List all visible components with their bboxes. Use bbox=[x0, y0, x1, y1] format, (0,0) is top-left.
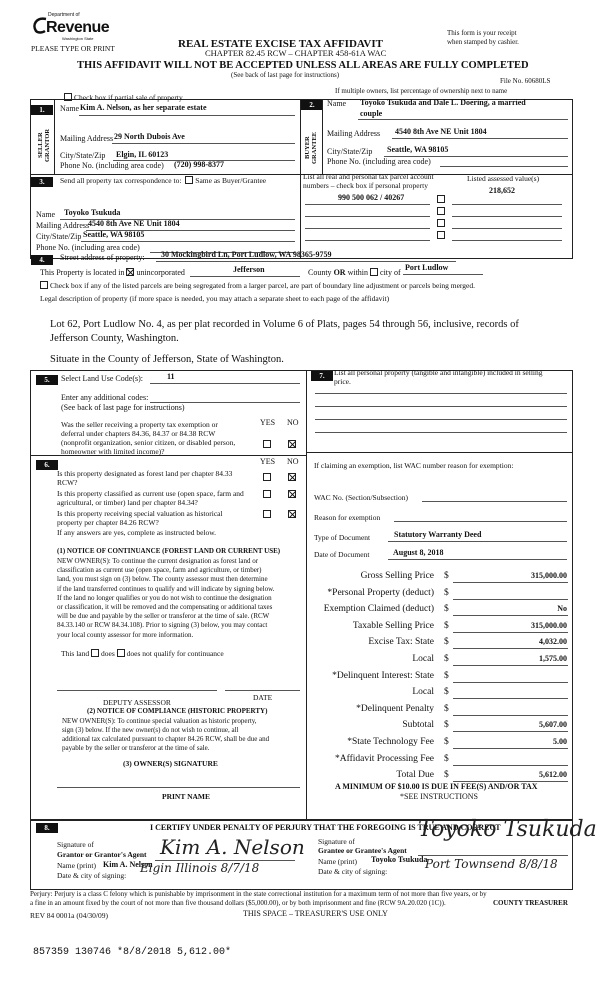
tax-row-label: Local bbox=[412, 687, 434, 698]
section-7-number: 7. bbox=[311, 371, 333, 381]
tax-row-value: 4,032.00 bbox=[539, 637, 567, 647]
tax-row-value: 1,575.00 bbox=[539, 654, 567, 663]
tax-row-value: 5,612.00 bbox=[539, 770, 567, 780]
section-3-number: 3. bbox=[31, 177, 53, 187]
corr-name: Toyoko Tsukuda bbox=[64, 208, 121, 217]
form-revision: REV 84 0001a (04/30/09) bbox=[30, 911, 108, 920]
buyer-mailing: 4540 8th Ave NE Unit 1804 bbox=[395, 127, 487, 136]
buyer-name-line2: couple bbox=[360, 109, 383, 118]
see-back: (See back of last page for instructions) bbox=[231, 71, 340, 79]
tax-row-label: *State Technology Fee bbox=[347, 737, 434, 747]
perjury-line-1 bbox=[30, 891, 487, 899]
tax-row-label: Gross Selling Price bbox=[360, 571, 434, 581]
assessed-header: Listed assessed value(s) bbox=[467, 174, 540, 183]
current-use-yes-checkbox[interactable] bbox=[263, 490, 273, 500]
county-value: Jefferson bbox=[233, 265, 265, 274]
doc-date-label: Date of Document bbox=[314, 550, 370, 559]
grantee-date-city-label: Date & city of signing: bbox=[318, 867, 388, 876]
corr-name-label: Name bbox=[36, 210, 56, 219]
seller-phone: (720) 998-8377 bbox=[174, 160, 224, 169]
s7-label-2: price. bbox=[334, 377, 351, 386]
seller-name-label: Name bbox=[60, 104, 80, 113]
section-8-number: 8. bbox=[36, 823, 58, 833]
tax-row-label: Total Due bbox=[396, 770, 434, 781]
tax-row-value: 315,000.00 bbox=[531, 620, 567, 630]
same-as-buyer-checkbox[interactable] bbox=[185, 176, 193, 184]
tax-row-currency: $ bbox=[444, 620, 449, 631]
logo-swoosh-icon bbox=[32, 17, 48, 35]
perjury-text-1: Perjury: Perjury is a class C felony which is punishable by imprisonment in the state correctional institution for a maximum term of not more than five years, or by bbox=[30, 890, 487, 898]
legal-label: Legal description of property (if more space is needed, you may attach a separate sheet to each page of the affidavit) bbox=[40, 294, 390, 303]
tax-row-value: 5,607.00 bbox=[539, 720, 567, 730]
tax-row-currency: $ bbox=[444, 587, 449, 598]
perjury-text-2: a fine in an amount fixed by the court of not more than five thousand dollars ($5,000.00), or by both imprisonment and fine (RCW 9A.20.020 (1C)). bbox=[30, 899, 446, 907]
s6-q3-a: Is this property receiving special valuation as historical bbox=[57, 509, 223, 518]
notice1-line: classification as current use (open space, farm and agriculture, or timber) bbox=[57, 566, 262, 575]
tax-row-currency: $ bbox=[444, 637, 449, 648]
receipt-note-1: This form is your receipt bbox=[447, 29, 517, 37]
notice1-line: will be due and payable by the seller or transferor at the time of sale. (RCW bbox=[57, 612, 270, 621]
form-warning: THIS AFFIDAVIT WILL NOT BE ACCEPTED UNLESS ALL AREAS ARE FULLY COMPLETED bbox=[77, 60, 529, 71]
grantee-signature: Toyoko Tsukuda bbox=[418, 817, 597, 842]
q-exempt-4: homeowner with limited income)? bbox=[61, 447, 165, 456]
file-no: File No. 60680LS bbox=[500, 77, 551, 85]
notice2-body bbox=[62, 717, 269, 753]
within-label: within bbox=[347, 268, 369, 277]
continuance-row bbox=[61, 649, 224, 658]
q-exempt-3: (nonprofit organization, senior citizen, or disabled person, bbox=[61, 438, 236, 447]
notice2-line: NEW OWNER(S): To continue special valuation as historic property, bbox=[62, 717, 257, 725]
tax-row-currency: $ bbox=[444, 770, 449, 781]
section-2-number: 2. bbox=[301, 100, 323, 110]
minimum-line-1: A MINIMUM OF $10.00 IS DUE IN FEE(S) AND/OR TAX bbox=[335, 782, 538, 791]
county-row bbox=[308, 268, 401, 278]
street-address: 30 Mockingbird Ln, Port Ludlow, WA 98365-9759 bbox=[161, 250, 332, 259]
historic-yes-checkbox[interactable] bbox=[263, 510, 273, 520]
county-label: County bbox=[308, 268, 332, 277]
buyer-side-label: BUYER GRANTEE bbox=[304, 131, 319, 164]
forest-yes-checkbox[interactable] bbox=[263, 473, 273, 483]
seller-city-label: City/State/Zip bbox=[60, 151, 106, 160]
county-treasurer: COUNTY TREASURER bbox=[493, 899, 568, 907]
s5-yes: YES bbox=[260, 418, 276, 427]
grantor-sig-of: Signature of bbox=[57, 840, 94, 849]
tax-row-currency: $ bbox=[444, 737, 449, 747]
grantor-date-city: Elgin Illinois 8/7/18 bbox=[140, 861, 260, 875]
assessed-value: 218,652 bbox=[489, 186, 515, 195]
city-value: Port Ludlow bbox=[405, 263, 449, 272]
city-of-label: city of bbox=[380, 268, 401, 277]
logo-word: Revenue bbox=[46, 19, 110, 36]
tax-row-currency: $ bbox=[444, 654, 449, 664]
tax-row-currency: $ bbox=[444, 720, 449, 731]
notice2-line: additional tax calculated pursuant to chapter 84.26 RCW, shall be due and bbox=[62, 735, 270, 743]
doc-type-label: Type of Document bbox=[314, 533, 371, 542]
tax-row-label: *Delinquent Interest: State bbox=[332, 670, 434, 681]
tax-row-currency: $ bbox=[444, 571, 449, 581]
land-use-code: 11 bbox=[167, 372, 175, 381]
corr-phone-label: Phone No. (including area code) bbox=[36, 243, 140, 252]
notice1-line: 84.33.140 or RCW 84.34.108). Prior to signing (3) below, you may contact bbox=[57, 621, 268, 630]
unincorporated-label: unincorporated bbox=[136, 268, 185, 277]
additional-codes-2: (See back of last page for instructions) bbox=[61, 403, 185, 412]
notice1-body bbox=[57, 557, 274, 640]
same-as-buyer-label: Same as Buyer/Grantee bbox=[195, 176, 267, 185]
section-1-number: 1. bbox=[31, 105, 53, 115]
parcel-checkbox-2[interactable] bbox=[437, 207, 447, 217]
tax-row-label: *Delinquent Penalty bbox=[356, 703, 434, 714]
segregated-label: Check box if any of the listed parcels are being segregated from a larger parcel, are part of boundary line adjustment or parcels being merged. bbox=[50, 281, 475, 290]
wac-label: WAC No. (Section/Subsection) bbox=[314, 493, 408, 502]
parcel-number: 990 500 062 / 40267 bbox=[338, 193, 405, 202]
reason-label: Reason for exemption bbox=[314, 513, 381, 522]
seller-mailing-label: Mailing Address bbox=[60, 134, 114, 143]
or-label: OR bbox=[333, 268, 346, 277]
current-use-no-checkbox[interactable] bbox=[288, 490, 298, 500]
buyer-mailing-label: Mailing Address bbox=[327, 129, 381, 138]
grantor-name-label: Name (print) bbox=[57, 861, 96, 870]
seller-city: Elgin, IL 60123 bbox=[116, 150, 169, 159]
buyer-city-label: City/State/Zip bbox=[327, 147, 373, 156]
q-exempt-2: deferral under chapters 84.36, 84.37 or 84.38 RCW bbox=[61, 429, 216, 438]
does-not-checkbox[interactable] bbox=[117, 649, 125, 657]
seller-phone-label: Phone No. (including area code) bbox=[60, 161, 164, 170]
street-label: Street address of property: bbox=[60, 253, 145, 262]
does-label: does bbox=[101, 649, 115, 658]
tax-row-currency: $ bbox=[444, 753, 449, 764]
grantee-name: Toyoko Tsukuda bbox=[371, 855, 428, 864]
s6-q2-a: Is this property classified as current use (open space, farm and bbox=[57, 489, 244, 498]
tax-row-label: Exemption Claimed (deduct) bbox=[323, 604, 434, 615]
corr-city-label: City/State/Zip bbox=[36, 232, 82, 241]
s6-q2-b: agricultural, or timber) land per chapter 84.34? bbox=[57, 498, 198, 507]
s6-q1-b: RCW? bbox=[57, 478, 78, 487]
correspondence-label bbox=[60, 176, 266, 185]
print-name-label: PRINT NAME bbox=[162, 792, 210, 801]
logo-line3: Washington State bbox=[62, 36, 94, 41]
land-use-label: Select Land Use Code(s): bbox=[61, 374, 143, 383]
corr-mailing: 4540 8th Ave NE Unit 1804 bbox=[88, 219, 180, 228]
q-exempt-1: Was the seller receiving a property tax exemption or bbox=[61, 420, 218, 429]
correspondence-text: Send all property tax correspondence to: bbox=[60, 176, 182, 185]
tax-row-currency: $ bbox=[444, 604, 449, 615]
tax-row-value: No bbox=[557, 604, 567, 614]
deputy-assessor-label: DEPUTY ASSESSOR bbox=[103, 698, 171, 707]
notice2-title: (2) NOTICE OF COMPLIANCE (HISTORIC PROPERTY) bbox=[87, 707, 268, 715]
s6-q3-b: property per chapter 84.26 RCW? bbox=[57, 518, 159, 527]
logo-line1: Department of bbox=[48, 12, 80, 18]
parcels-header-2: numbers – check box if personal property bbox=[303, 181, 428, 190]
please-type: PLEASE TYPE OR PRINT bbox=[31, 44, 115, 53]
buyer-phone-label: Phone No. (including area code) bbox=[327, 157, 431, 166]
segregated-row bbox=[40, 281, 475, 290]
grantor-label: Grantor or Grantor's Agent bbox=[57, 850, 147, 859]
form-subtitle: CHAPTER 82.45 RCW – CHAPTER 458-61A WAC bbox=[205, 48, 387, 58]
grantor-name: Kim A. Nelson bbox=[103, 860, 153, 869]
seller-mailing: 29 North Dubois Ave bbox=[114, 132, 185, 141]
tax-row-label: *Personal Property (deduct) bbox=[327, 587, 434, 598]
partial-sale-label: Check box if partial sale of property bbox=[74, 93, 183, 102]
parcel-checkbox-1[interactable] bbox=[437, 195, 447, 205]
seller-name: Kim A. Nelson, as her separate estate bbox=[80, 103, 207, 112]
certify-statement: I CERTIFY UNDER PENALTY OF PERJURY THAT THE FOREGOING IS TRUE AND CORRECT bbox=[150, 823, 501, 832]
tax-row-label: Taxable Selling Price bbox=[352, 620, 434, 631]
exempt-no-checkbox[interactable] bbox=[288, 440, 298, 450]
notice1-line: If the land no longer qualifies or you do not wish to continue the designation bbox=[57, 593, 272, 602]
segregated-checkbox[interactable] bbox=[40, 281, 48, 289]
perjury-line-2 bbox=[30, 900, 446, 908]
forest-no-checkbox[interactable] bbox=[288, 473, 298, 483]
section-6-number: 6. bbox=[36, 460, 58, 470]
grantee-sig-of: Signature of bbox=[318, 837, 355, 846]
cashier-stamp: 857359 130746 *8/8/2018 5,612.00* bbox=[33, 947, 232, 958]
exempt-yes-checkbox[interactable] bbox=[263, 440, 273, 450]
corr-mailing-label: Mailing Address bbox=[36, 221, 90, 230]
s6-q1-a: Is this property designated as forest land per chapter 84.33 bbox=[57, 469, 233, 478]
tax-row-label: Subtotal bbox=[402, 720, 434, 731]
date-label: DATE bbox=[253, 693, 273, 702]
parcel-checkbox-3[interactable] bbox=[437, 219, 447, 229]
legal-line-1: Lot 62, Port Ludlow No. 4, as per plat recorded in Volume 6 of Plats, pages 54 through 56, inclusive, records of bbox=[50, 319, 519, 330]
s7-label-1: List all personal property (tangible and intangible) included in selling bbox=[334, 368, 543, 377]
parcels-header-1: List all real and personal tax parcel account bbox=[303, 172, 434, 181]
tax-row-label: Local bbox=[412, 654, 434, 664]
tax-row-label: *Affidavit Processing Fee bbox=[334, 753, 434, 764]
notice1-line: or classification, it will be removed and the compensating or additional taxes bbox=[57, 603, 273, 612]
grantee-name-label: Name (print) bbox=[318, 857, 357, 866]
additional-codes-1: Enter any additional codes: bbox=[61, 393, 149, 402]
grantee-date-city: Port Townsend 8/8/18 bbox=[425, 857, 558, 871]
tax-row-currency: $ bbox=[444, 670, 449, 681]
tax-row-value: 5.00 bbox=[553, 737, 567, 746]
exemption-label: If claiming an exemption, list WAC number reason for exemption: bbox=[314, 461, 514, 470]
historic-no-checkbox[interactable] bbox=[288, 510, 298, 520]
buyer-city: Seattle, WA 98105 bbox=[387, 145, 449, 154]
grantee-label: Grantee or Grantee's Agent bbox=[318, 846, 407, 855]
notice2-line: sign (3) below. If the new owner(s) do not wish to continue, all bbox=[62, 726, 239, 734]
s6-yes: YES bbox=[260, 457, 276, 466]
tax-row-currency: $ bbox=[444, 703, 449, 714]
legal-line-2: Jefferson County, Washington. bbox=[50, 333, 179, 344]
form-title: REAL ESTATE EXCISE TAX AFFIDAVIT bbox=[178, 38, 383, 50]
dor-logo bbox=[30, 12, 110, 45]
multiple-owners-note: If multiple owners, list percentage of ownership next to name bbox=[335, 87, 508, 95]
s5-no: NO bbox=[287, 418, 299, 427]
tax-row-currency: $ bbox=[444, 687, 449, 698]
unincorporated-checkbox[interactable] bbox=[126, 268, 134, 276]
receipt-note-2: when stamped by cashier. bbox=[447, 38, 519, 46]
grantor-signature: Kim A. Nelson bbox=[160, 835, 305, 859]
grantor-date-city-label: Date & city of signing: bbox=[57, 871, 127, 880]
located-row bbox=[40, 268, 185, 278]
treasurer-space: THIS SPACE – TREASURER'S USE ONLY bbox=[243, 909, 388, 918]
does-checkbox[interactable] bbox=[91, 649, 99, 657]
located-label: This Property is located in bbox=[40, 268, 125, 277]
s6-no: NO bbox=[287, 457, 299, 466]
doc-type: Statutory Warranty Deed bbox=[394, 530, 482, 539]
minimum-line-2: *SEE INSTRUCTIONS bbox=[400, 792, 479, 801]
tax-row-value: 315,000.00 bbox=[531, 571, 567, 580]
buyer-name-label: Name bbox=[327, 99, 347, 108]
this-land-label: This land bbox=[61, 649, 90, 658]
corr-city: Seattle, WA 98105 bbox=[83, 230, 145, 239]
notice2-line: payable by the seller or transferor at the time of sale. bbox=[62, 744, 210, 752]
notice1-line: NEW OWNER(S): To continue the current designation as forest land or bbox=[57, 557, 259, 565]
notice1-line: if the land transferred continues to qualify and will indicate by signing below. bbox=[57, 584, 275, 593]
city-checkbox[interactable] bbox=[370, 268, 378, 276]
section-5-number: 5. bbox=[36, 375, 58, 385]
doc-date: August 8, 2018 bbox=[393, 548, 444, 557]
notice1-line: land, you must sign on (3) below. The county assessor must then determine bbox=[57, 575, 268, 584]
s6-note: If any answers are yes, complete as instructed below. bbox=[57, 528, 217, 537]
seller-side-label: SELLER GRANTOR bbox=[37, 128, 52, 162]
owner-signature-label: (3) OWNER(S) SIGNATURE bbox=[123, 759, 218, 768]
buyer-name-line1: Toyoko Tsukuda and Dale L. Doering, a married bbox=[360, 98, 526, 107]
legal-line-3: Situate in the County of Jefferson, State of Washington. bbox=[50, 354, 284, 365]
notice1-title: (1) NOTICE OF CONTINUANCE (FOREST LAND OR CURRENT USE) bbox=[57, 547, 281, 555]
does-not-label: does not qualify for continuance bbox=[126, 649, 224, 658]
notice1-line: your local county assessor for more information. bbox=[57, 630, 194, 639]
section-4-number: 4. bbox=[31, 255, 53, 265]
tax-row-label: Excise Tax: State bbox=[368, 637, 434, 648]
parcel-checkbox-4[interactable] bbox=[437, 231, 447, 241]
